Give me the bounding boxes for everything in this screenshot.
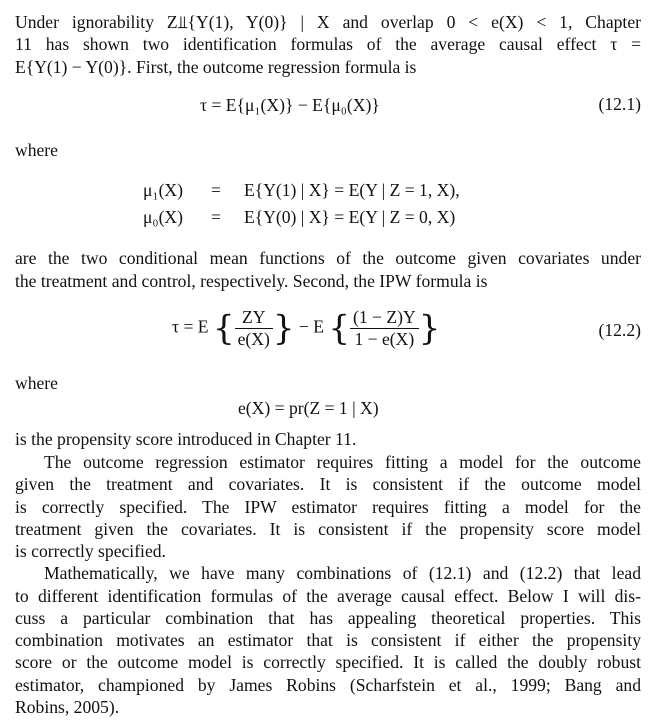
equation-12-2 [172, 307, 440, 350]
numerator: (1 − Z)Y [350, 307, 419, 329]
text-line: is correctly specified. [15, 541, 166, 561]
text-line: is the propensity score introduced in Chapter 11. [15, 429, 357, 449]
denominator: e(X) [237, 329, 270, 349]
denominator: 1 − e(X) [354, 329, 415, 349]
text-line: where [15, 140, 58, 160]
text-line: treatment given the covariates. It is consistent if the propensity score model [15, 519, 641, 539]
text-line: 11 has shown two identification formulas of the average causal effect τ = [15, 34, 641, 54]
text-line: E{Y(1) − Y(0)}. First, the outcome regression formula is [15, 57, 417, 77]
text-line: given the treatment and covariates. It is consistent if the outcome model [15, 474, 641, 494]
text-line: the treatment and control, respectively. Second, the IPW formula is [15, 271, 488, 291]
text-line: Robins, 2005). [15, 697, 120, 717]
eq-minus: − E [298, 316, 324, 337]
text-line: The outcome regression estimator requires fitting a model for the outcome [44, 452, 641, 472]
mu1-rhs: E{Y(1) | X} = E(Y | Z = 1, X), [244, 180, 460, 200]
propensity-equation: e(X) = pr(Z = 1 | X) [238, 398, 379, 418]
equals-sign: = [211, 207, 221, 227]
text-line: cuss a particular combination that has appealing theoretical properties. This [15, 608, 641, 628]
fraction [235, 307, 273, 350]
eq-lhs: τ = E [172, 316, 209, 337]
text-line: estimator, championed by James Robins (Scharfstein et al., 1999; Bang and [15, 675, 641, 695]
brace: } [272, 308, 295, 349]
equals-sign: = [211, 180, 221, 200]
text-line: are the two conditional mean functions of the outcome given covariates under [15, 248, 641, 268]
mu0-lhs: μ₀(X) [143, 207, 183, 227]
equation-number: (12.1) [598, 94, 641, 114]
equation-number: (12.2) [598, 320, 641, 340]
text-line: combination motivates an estimator that is consistent if either the propensity [15, 630, 641, 650]
brace: } [418, 308, 441, 349]
mu0-rhs: E{Y(0) | X} = E(Y | Z = 0, X) [244, 207, 456, 227]
brace: { [212, 308, 235, 349]
text-line: Under ignorability Z⫫{Y(1), Y(0)} | X and overlap 0 < e(X) < 1, Chapter [15, 12, 641, 32]
text-line: where [15, 373, 58, 393]
equation-12-1: τ = E{μ₁(X)} − E{μ₀(X)} [200, 95, 380, 115]
brace: { [328, 308, 350, 349]
text-line: to different identification formulas of the average causal effect. Below I will dis- [15, 586, 641, 606]
fraction [350, 307, 419, 350]
text-line: Mathematically, we have many combinations of (12.1) and (12.2) that lead [44, 563, 641, 583]
numerator: ZY [235, 307, 273, 329]
mu1-lhs: μ₁(X) [143, 180, 183, 200]
text-line: is correctly specified. The IPW estimator requires fitting a model for the [15, 497, 641, 517]
text-line: score or the outcome model is correctly specified. It is called the doubly robust [15, 652, 641, 672]
